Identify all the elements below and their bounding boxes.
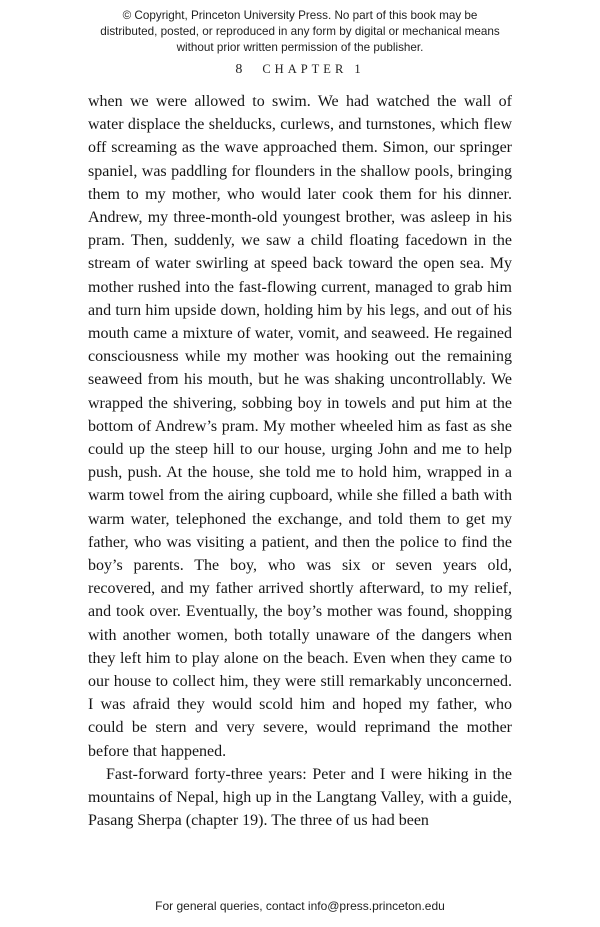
page-number: 8 — [235, 62, 243, 77]
copyright-notice: © Copyright, Princeton University Press. No part of this book may be distributed, posted, or reproduced in any form by digital or mechanical means without prior written permission of the publisher. — [100, 9, 500, 55]
footer-contact: For general queries, contact info@press.princeton.edu — [155, 899, 445, 913]
paragraph-2: Fast-forward forty-three years: Peter and I were hiking in the mountains of Nepal, high up in the Langtang Valley, with a guide, Pasang Sherpa (chapter 19). The three of us had been — [88, 765, 512, 830]
chapter-label: CHAPTER 1 — [262, 62, 365, 76]
body-text — [88, 90, 512, 833]
running-head — [0, 62, 600, 78]
paragraph-1: when we were allowed to swim. We had watched the wall of water displace the shelducks, curlews, and turnstones, which flew off screaming as the wave approached them. Simon, our springer spaniel, was paddling for flounders in the shallow pools, bringing them to my mother, who would later cook them for his dinner. Andrew, my three-month-old youngest brother, was asleep in his pram. Then, suddenly, we saw a child floating facedown in the stream of water swirling at speed back toward the open sea. My mother rushed into the fast-flowing current, managed to grab him and turn him upside down, holding him by his legs, and out of his mouth came a mixture of water, vomit, and seaweed. He regained consciousness while my mother was hooking out the remaining seaweed from his mouth, but he was shaking uncontrollably. We wrapped the shivering, sobbing boy in towels and put him at the bottom of Andrew’s pram. My mother wheeled him as fast as she could up the steep hill to our house, urging John and me to help push, push. At the house, she told me to hold him, wrapped in a warm towel from the airing cupboard, while she filled a bath with warm water, telephoned the exchange, and told them to get my father, who was visiting a patient, and then the police to find the boy’s parents. The boy, who was six or seven years old, recovered, and my father arrived shortly afterward, to my relief, and took over. Eventually, the boy’s mother was found, shopping with another women, both totally unaware of the dangers when they left him to play alone on the beach. Even when they came to our house to collect him, they were still remarkably unconcerned. I was afraid they would scold him and hoped my father, who could be stern and very severe, would reprimand the mother before that happened. — [88, 93, 512, 760]
